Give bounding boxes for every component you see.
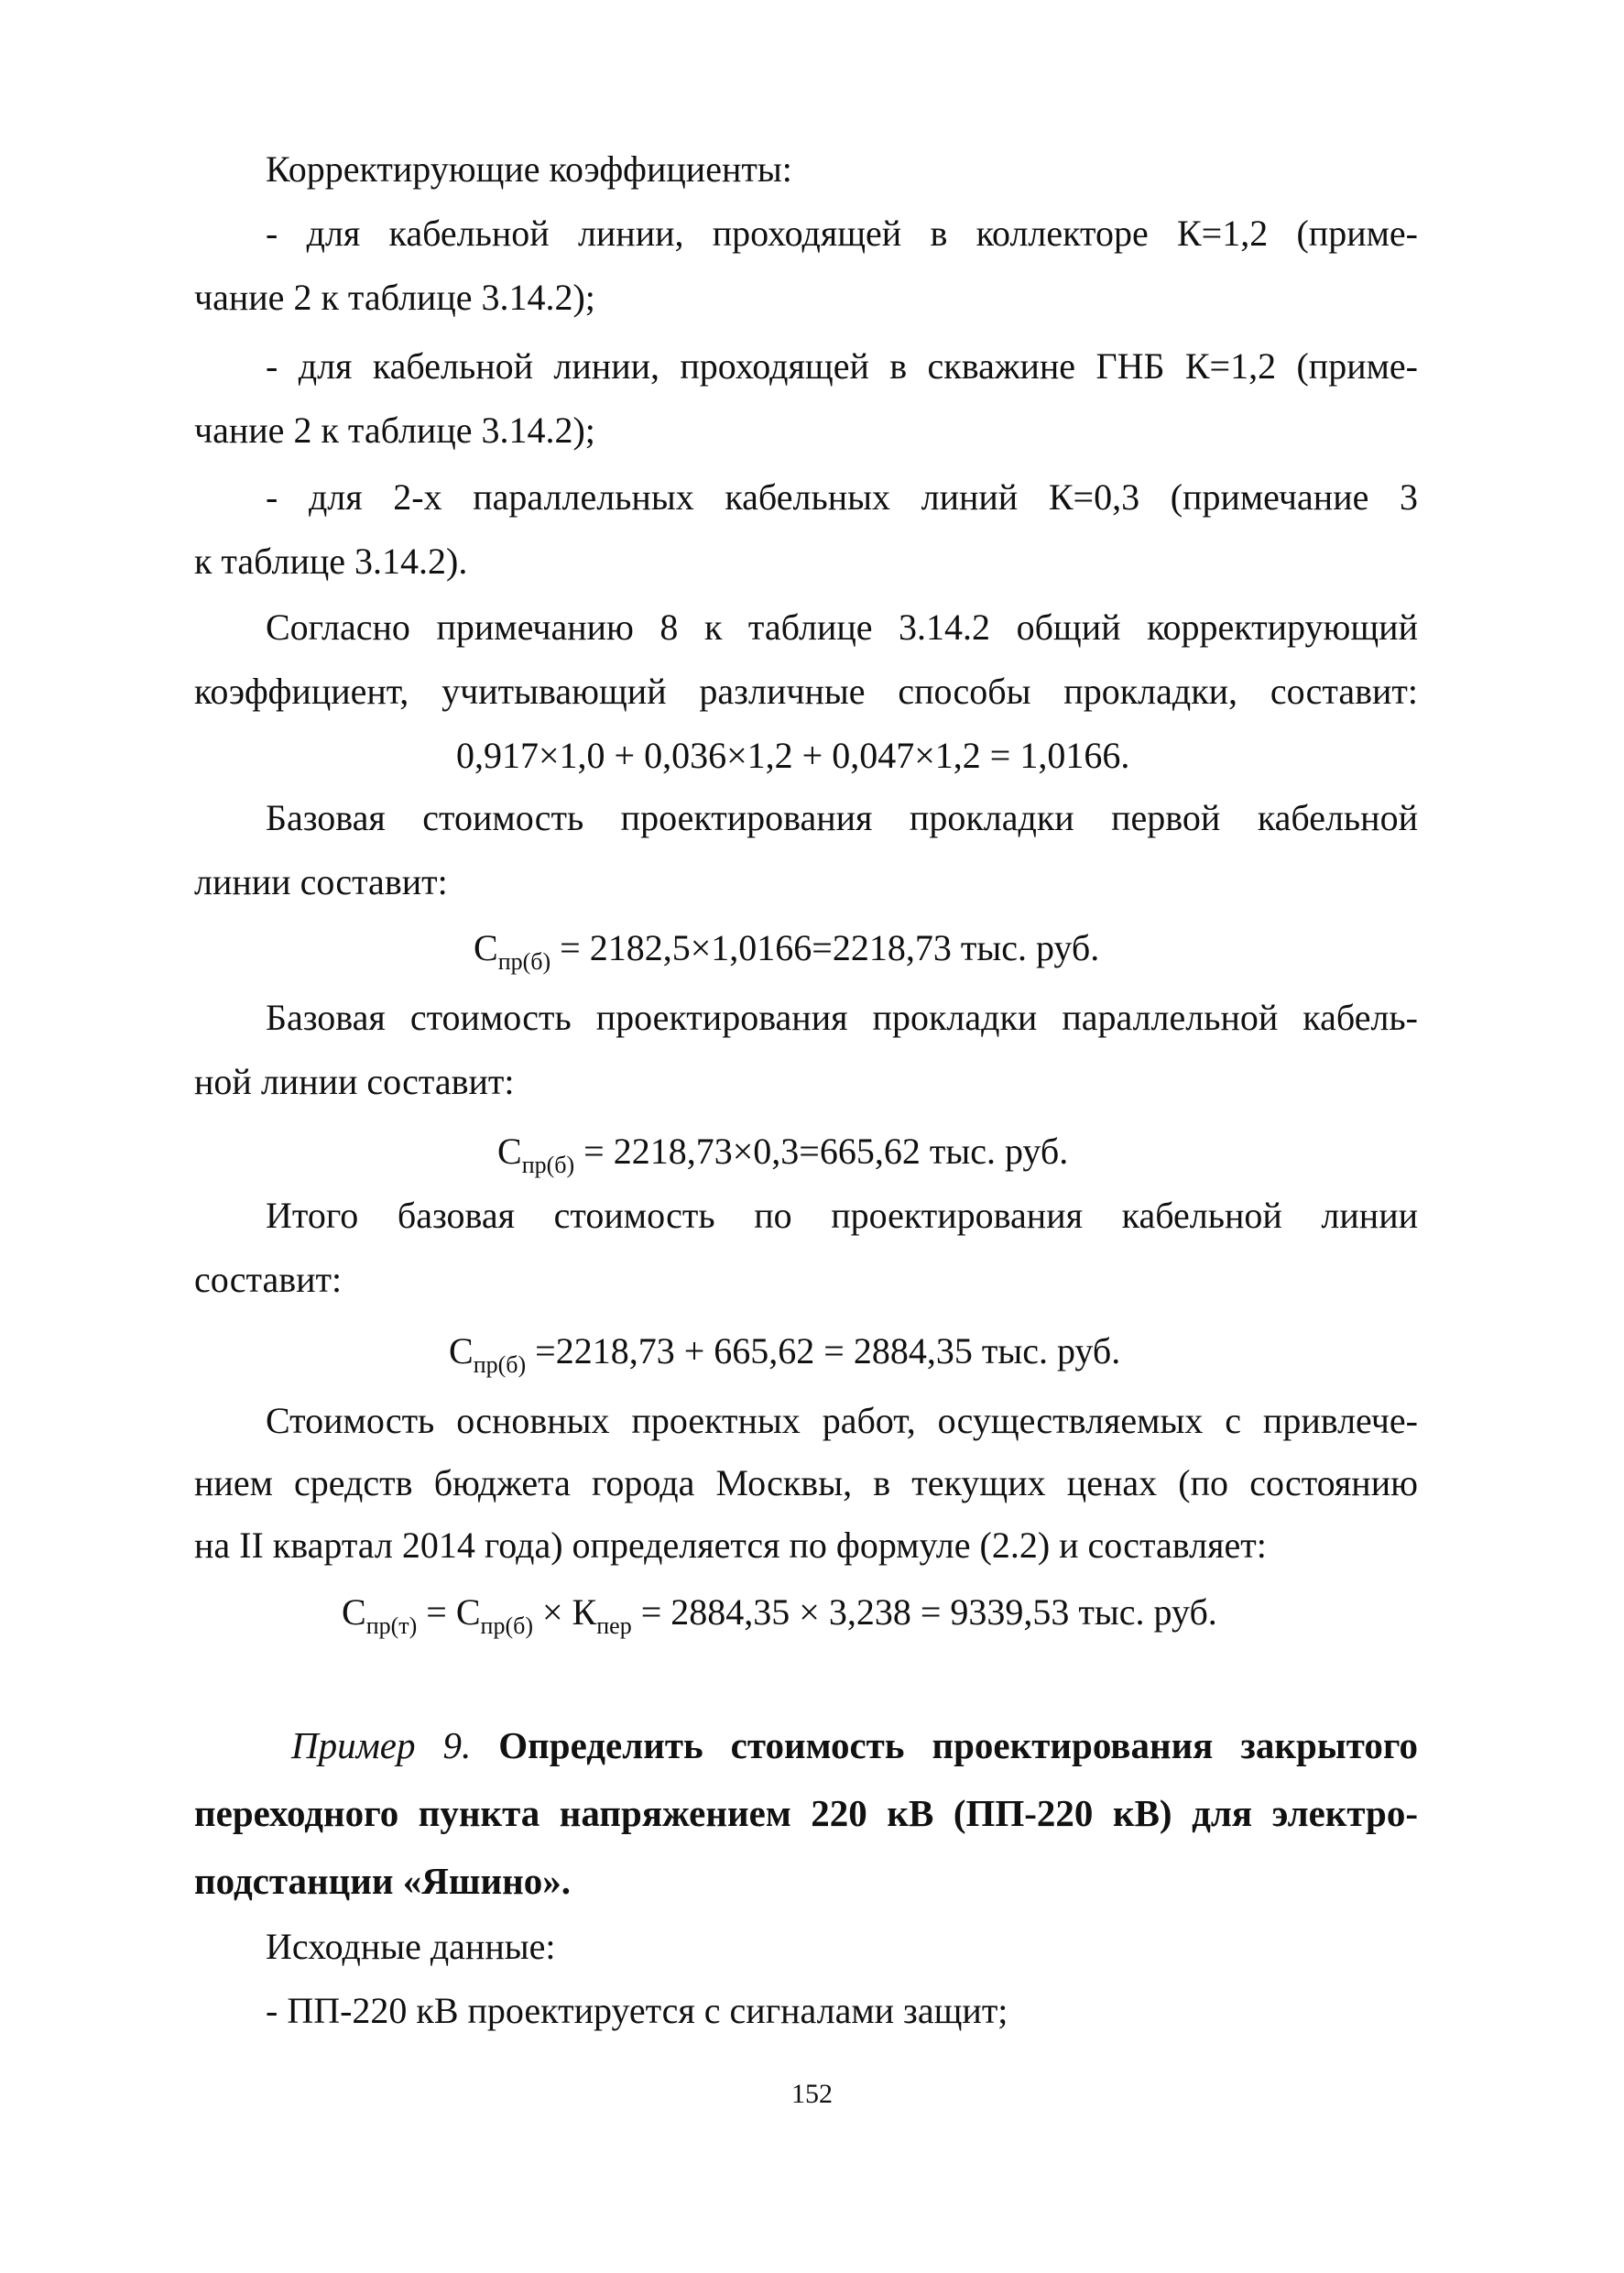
formula-subscript: пр(б) [497,948,551,975]
paragraph-note8-line-2: коэффициент, учитывающий различные способы прокладки, составит: [194,671,1418,712]
list-item-gnb-line-1: - для кабельной линии, проходящей в скважине ГНБ К=1,2 (приме- [266,345,1418,387]
formula-subscript: пр(б) [521,1152,575,1178]
formula-expression: = 2218,73×0,3=665,62 тыс. руб. [574,1131,1069,1172]
formula-symbol: С [342,1591,366,1633]
formula-part: = С [417,1591,481,1633]
formula-expression: = 2884,35 × 3,238 = 9339,53 тыс. руб. [631,1591,1217,1633]
formula-current-cost [342,1580,1217,1658]
formula-expression: =2218,73 + 665,62 = 2884,35 тыс. руб. [526,1330,1121,1371]
formula-symbol: С [497,1131,522,1172]
list-item-parallel-line-1: - для 2-х параллельных кабельных линий К=0,3 (примечание 3 [266,476,1418,518]
initial-data-label: Исходные данные: [266,1926,556,1967]
formula-subscript: пр(т) [365,1612,418,1639]
example-heading-line-2: переходного пункта напряжением 220 кВ (ПП-220 кВ) для электро- [194,1792,1418,1834]
example-title-part-1: Определить стоимость проектирования закрытого [498,1724,1418,1766]
paragraph-current-prices-line-1: Стоимость основных проектных работ, осуществляемых с привлече- [266,1400,1418,1441]
paragraph-total-base-cost-line-1: Итого базовая стоимость по проектирования кабельной линии [266,1195,1418,1236]
formula-total-coefficient: 0,917×1,0 + 0,036×1,2 + 0,047×1,2 = 1,0166. [456,735,1130,776]
initial-data-item-1: - ПП-220 кВ проектируется с сигналами защит; [266,1990,1008,2031]
formula-symbol: С [449,1330,474,1371]
formula-total-base-cost [449,1319,1120,1397]
paragraph-corrective-coefficients: Корректирующие коэффициенты: [266,148,792,190]
paragraph-base-cost-parallel-line-1: Базовая стоимость проектирования прокладки параллельной кабель- [266,997,1418,1038]
formula-expression: = 2182,5×1,0166=2218,73 тыс. руб. [550,927,1100,968]
list-item-gnb-line-2: чание 2 к таблице 3.14.2); [194,410,595,451]
page-number: 152 [791,2079,833,2109]
example-heading-line-3: подстанции «Яшино». [194,1860,571,1902]
paragraph-total-base-cost-line-2: составит: [194,1259,343,1300]
formula-subscript: пер [596,1612,632,1639]
paragraph-base-cost-first-line-2: линии составит: [194,861,448,902]
paragraph-note8-line-1: Согласно примечанию 8 к таблице 3.14.2 общий корректирующий [266,606,1418,648]
example-heading-line-1 [291,1711,1418,1779]
paragraph-base-cost-first-line-1: Базовая стоимость проектирования прокладки первой кабельной [266,797,1418,838]
formula-symbol: С [474,927,498,968]
formula-part: × К [533,1591,597,1633]
list-item-collector-line-2: чание 2 к таблице 3.14.2); [194,277,595,318]
list-item-parallel-line-2: к таблице 3.14.2). [194,541,468,582]
formula-base-cost-first [474,916,1099,994]
paragraph-current-prices-line-2: нием средств бюджета города Москвы, в текущих ценах (по состоянию [194,1462,1418,1503]
formula-subscript: пр(б) [473,1351,527,1378]
list-item-collector-line-1: - для кабельной линии, проходящей в коллекторе К=1,2 (приме- [266,213,1418,254]
example-label: Пример 9. [291,1724,472,1766]
paragraph-current-prices-line-3: на II квартал 2014 года) определяется по формуле (2.2) и составляет: [194,1524,1267,1566]
formula-subscript: пр(б) [480,1612,533,1639]
paragraph-base-cost-parallel-line-2: ной линии составит: [194,1061,515,1102]
